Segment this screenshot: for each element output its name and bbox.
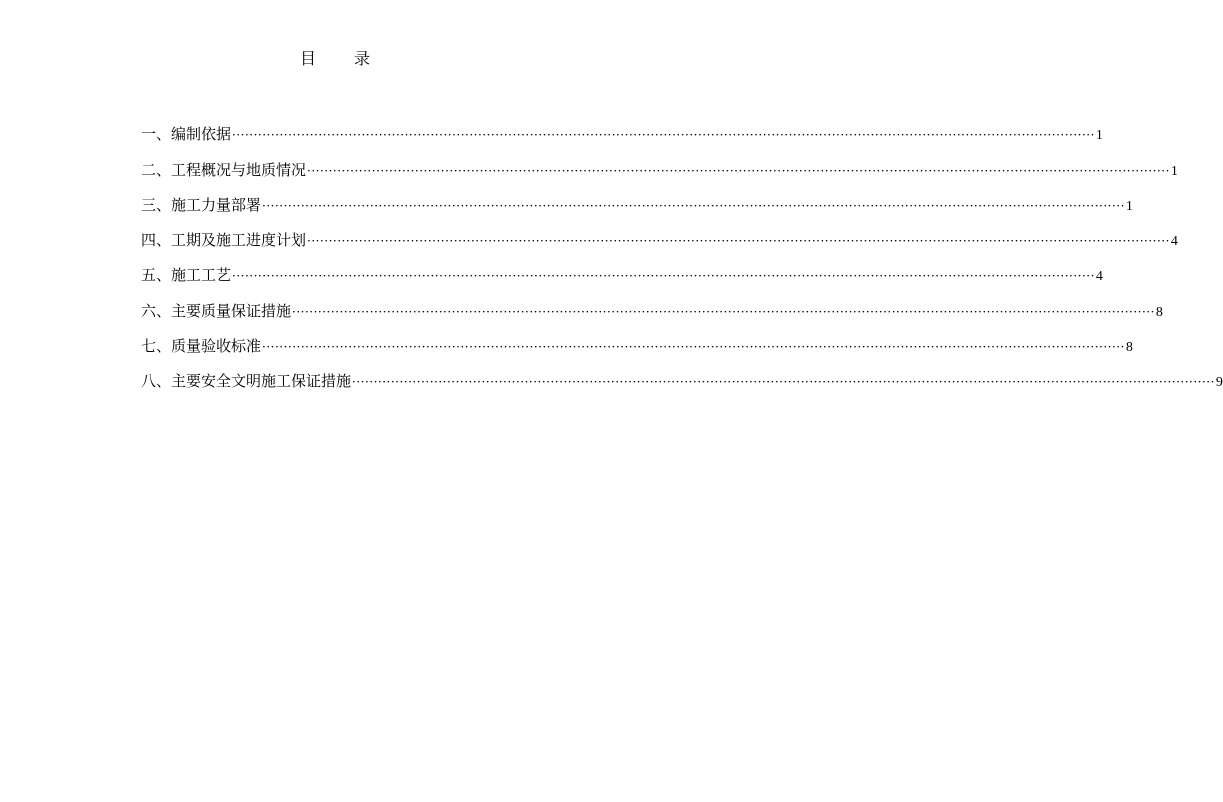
toc-entry[interactable] bbox=[141, 291, 1163, 326]
toc-entry[interactable] bbox=[141, 115, 1103, 150]
toc-entry[interactable] bbox=[141, 221, 1178, 256]
toc-leader: ········································································································································································································ bbox=[307, 163, 1170, 178]
toc-entry-text: 工程概况与地质情况 bbox=[171, 160, 307, 179]
toc-entry-text: 施工工艺 bbox=[171, 266, 232, 285]
toc-entry-number: 三、 bbox=[141, 195, 172, 214]
toc-entry-page: 4 bbox=[1095, 269, 1103, 285]
toc-leader: ········································································································································································································ bbox=[262, 198, 1125, 213]
toc-entry-text: 主要质量保证措施 bbox=[171, 301, 292, 320]
toc-leader: ········································································································································································································ bbox=[262, 340, 1125, 355]
toc-entry-number: 一、 bbox=[141, 125, 172, 144]
toc-entry[interactable] bbox=[141, 150, 1178, 185]
toc-entry-text: 主要安全文明施工保证措施 bbox=[171, 372, 352, 391]
toc-entry[interactable] bbox=[141, 256, 1103, 291]
toc-entry-text: 工期及施工进度计划 bbox=[171, 231, 307, 250]
toc-entry-number: 二、 bbox=[141, 160, 172, 179]
toc-entry-page: 4 bbox=[1170, 234, 1178, 250]
toc-leader: ········································································································································································································ bbox=[352, 375, 1215, 390]
toc-leader: ········································································································································································································ bbox=[232, 128, 1095, 143]
toc-entry[interactable] bbox=[141, 327, 1133, 362]
toc-entry-text: 质量验收标准 bbox=[171, 337, 262, 356]
toc-entry-number: 七、 bbox=[141, 337, 172, 356]
toc-entry-page: 8 bbox=[1125, 340, 1133, 356]
toc-entry-number: 八、 bbox=[141, 372, 172, 391]
toc-entry-page: 1 bbox=[1170, 163, 1178, 179]
toc-entry-page: 8 bbox=[1155, 304, 1163, 320]
toc-entry-number: 四、 bbox=[141, 231, 172, 250]
toc-title bbox=[300, 46, 370, 68]
toc-entry[interactable] bbox=[141, 186, 1133, 221]
toc-entry-text: 编制依据 bbox=[171, 125, 232, 144]
toc-entry-page: 9 bbox=[1215, 375, 1223, 391]
toc-title-char-2: 录 bbox=[353, 48, 370, 68]
toc-list bbox=[141, 115, 1223, 397]
toc-entry-page: 1 bbox=[1125, 198, 1133, 214]
toc-entry-page: 1 bbox=[1095, 128, 1103, 144]
toc-leader: ········································································································································································································ bbox=[307, 234, 1170, 249]
toc-title-char-1: 目 bbox=[300, 48, 317, 68]
toc-leader: ········································································································································································································ bbox=[232, 269, 1095, 284]
toc-entry-number: 五、 bbox=[141, 266, 172, 285]
toc-leader: ········································································································································································································ bbox=[292, 304, 1155, 319]
toc-entry-number: 六、 bbox=[141, 301, 172, 320]
toc-entry-text: 施工力量部署 bbox=[171, 195, 262, 214]
toc-entry[interactable] bbox=[141, 362, 1223, 397]
